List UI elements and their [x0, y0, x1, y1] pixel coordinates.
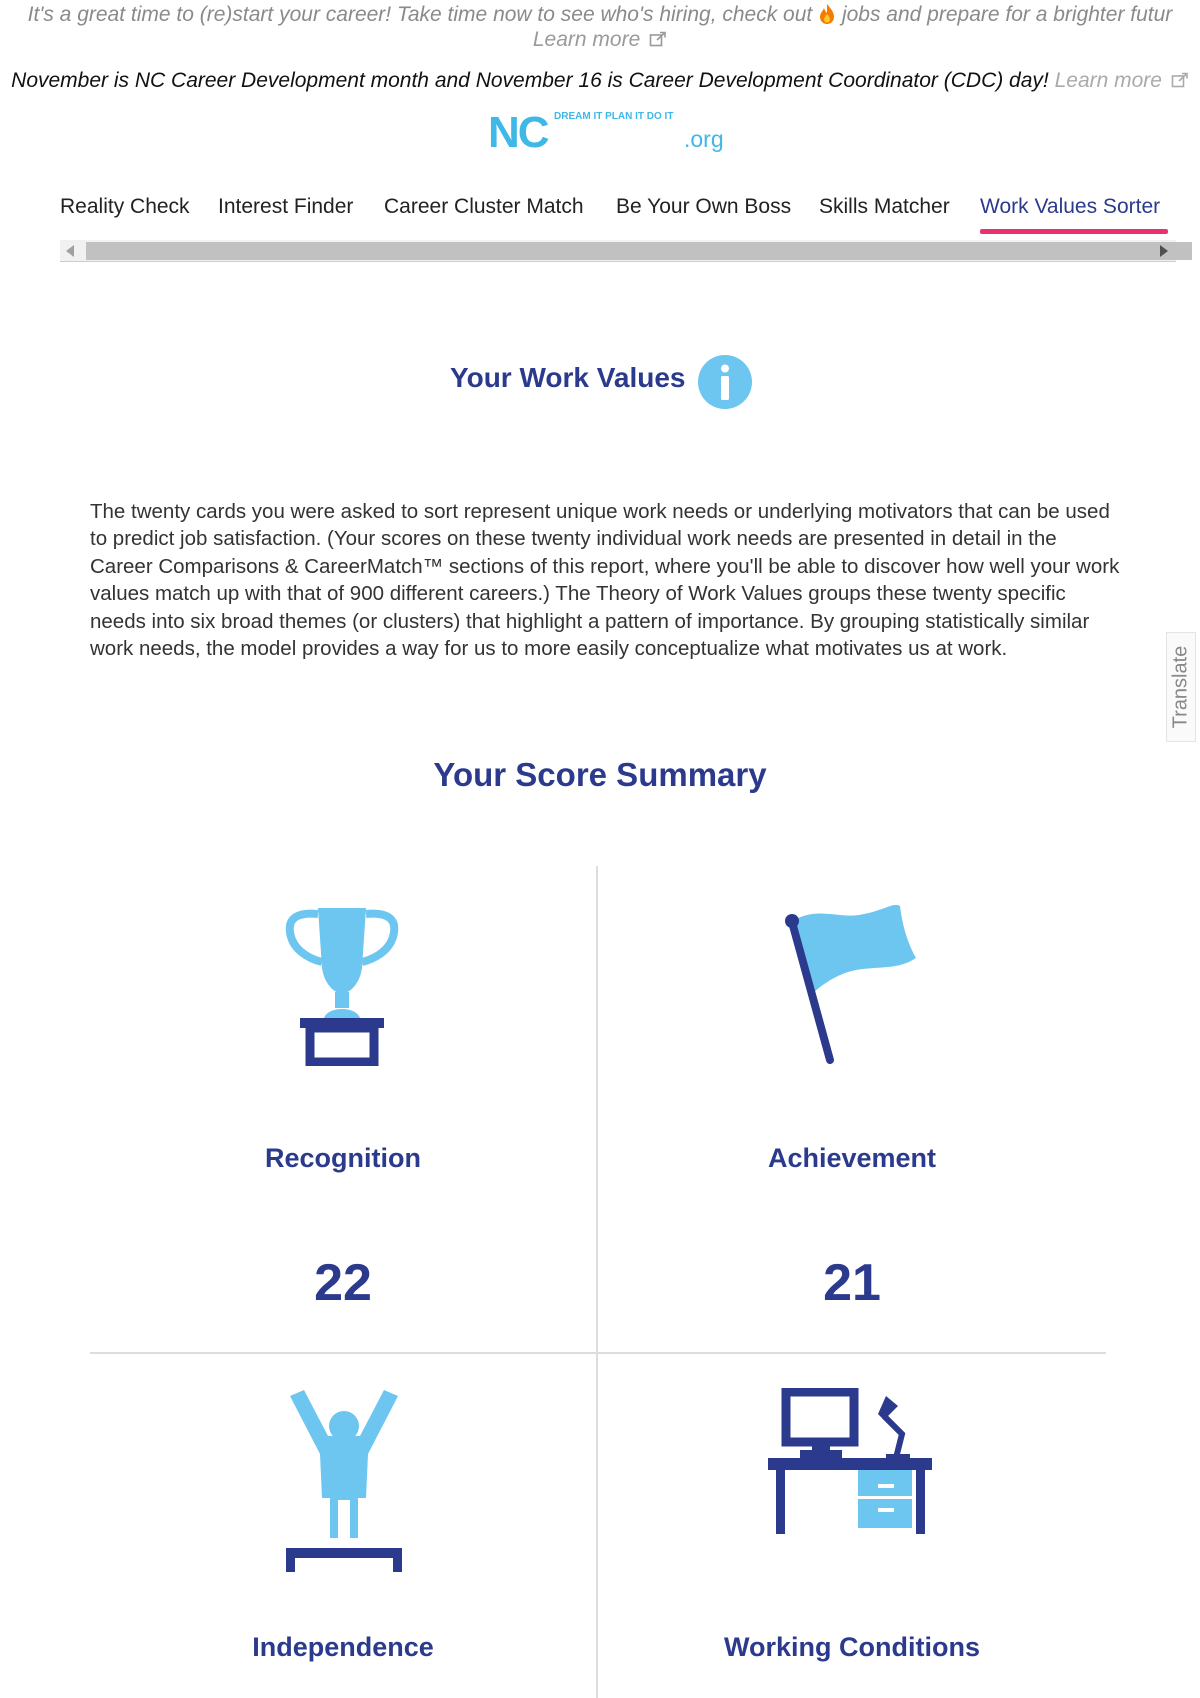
restart-learn-more-link[interactable]	[533, 28, 667, 51]
work-values-intro: The twenty cards you were asked to sort represent unique work needs or underlying motivators that can be used to predict job satisfaction. (Your scores on these twenty individual work needs are presented in detail in the Career Comparisons & CareerMatch™ sections of this report, where you'll be able to discover how well your work values match up with that of 900 different careers.) The Theory of Work Values groups these twenty specific needs into six broad themes (or clusters) that highlight a pattern of importance. By grouping statistically similar work needs, the model provides a way for us to more easily conceptualize what motivates us at work.	[90, 500, 1120, 661]
logo-tagline: DREAM IT PLAN IT DO IT	[554, 111, 674, 122]
desk-computer-icon	[766, 1388, 934, 1540]
person-arms-raised-icon	[282, 1388, 406, 1578]
scroll-left-arrow-icon[interactable]	[66, 245, 74, 257]
flag-icon	[780, 900, 920, 1064]
tab-be-your-own-boss[interactable]: Be Your Own Boss	[616, 195, 792, 218]
score-label-independence: Independence	[252, 1632, 434, 1662]
cdc-learn-more-link[interactable]	[1055, 69, 1189, 92]
tab-work-values-sorter[interactable]: Work Values Sorter	[980, 195, 1161, 218]
score-label-working-conditions: Working Conditions	[724, 1632, 980, 1662]
external-link-icon	[649, 31, 667, 47]
logo-org: .org	[684, 126, 724, 152]
score-value-recognition: 22	[314, 1254, 372, 1312]
grid-divider-horizontal	[90, 1352, 1106, 1354]
trophy-icon	[280, 902, 404, 1066]
score-label-achievement: Achievement	[767, 1143, 937, 1173]
tab-interest-finder[interactable]: Interest Finder	[218, 195, 354, 218]
cdc-learn-more-label: Learn more	[1054, 69, 1162, 92]
score-summary-title: Your Score Summary	[433, 756, 767, 793]
tab-skills-matcher[interactable]: Skills Matcher	[819, 195, 950, 218]
tabs-horizontal-scrollbar[interactable]	[60, 240, 1176, 262]
tab-reality-check[interactable]: Reality Check	[60, 195, 190, 218]
site-logo[interactable]	[488, 108, 733, 158]
cdc-banner-text: November is NC Career Development month and November 16 is Career Development Coordinator (CDC) day!	[11, 69, 1049, 92]
work-values-title: Your Work Values	[450, 362, 686, 393]
score-value-achievement: 21	[823, 1254, 881, 1312]
restart-banner-text-end: jobs and prepare for a brighter futur	[841, 3, 1173, 26]
active-tab-indicator	[980, 229, 1168, 234]
restart-banner-text-start: It's a great time to (re)start your career! Take time now to see who's hiring, check out	[27, 3, 813, 26]
restart-learn-more-label: Learn more	[532, 28, 641, 51]
restart-career-banner	[0, 2, 1200, 52]
tab-career-cluster-match[interactable]: Career Cluster Match	[384, 195, 584, 218]
flame-icon	[818, 3, 836, 25]
scrollbar-thumb[interactable]	[86, 242, 1192, 260]
translate-widget[interactable]	[1166, 632, 1196, 742]
logo-nc: NC	[488, 108, 548, 157]
info-icon[interactable]	[697, 354, 753, 410]
cdc-banner	[0, 68, 1200, 94]
scroll-right-arrow-icon[interactable]	[1160, 245, 1168, 257]
translate-label: Translate	[1169, 645, 1192, 729]
score-label-recognition: Recognition	[265, 1143, 421, 1173]
external-link-icon	[1171, 72, 1189, 88]
